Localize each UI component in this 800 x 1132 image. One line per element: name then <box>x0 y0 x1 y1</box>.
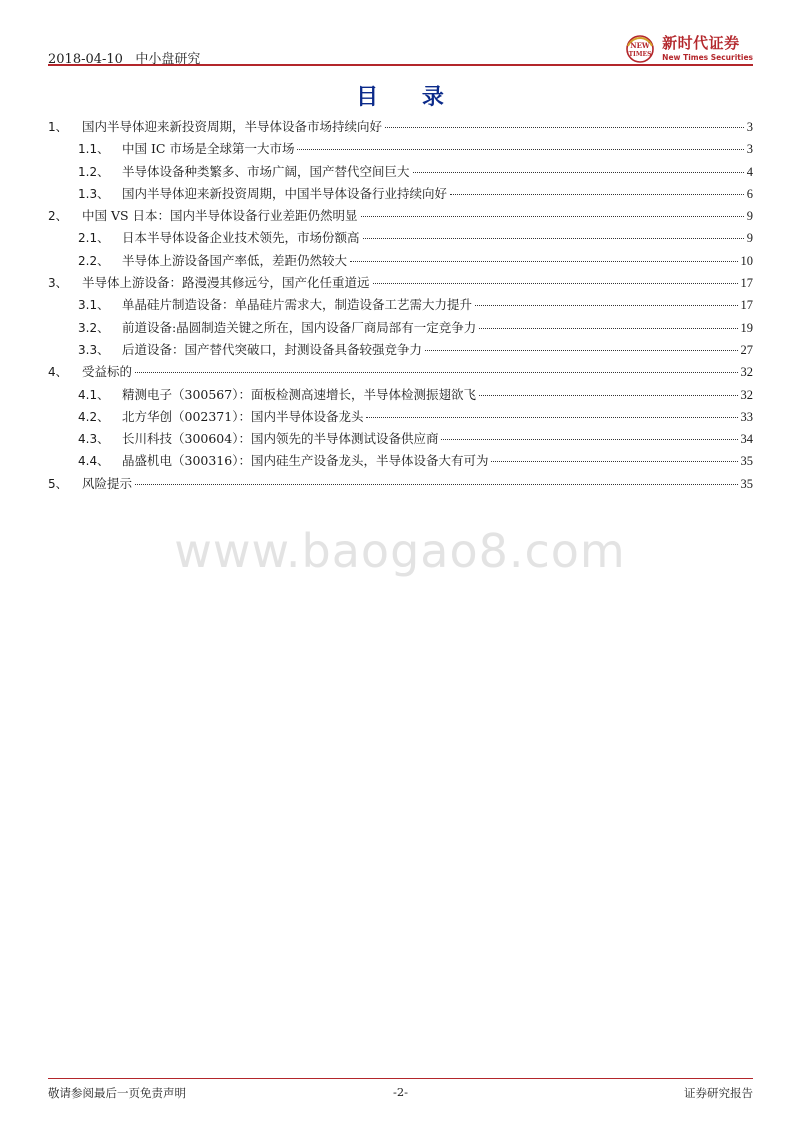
toc-dot-leader <box>479 328 737 329</box>
toc-entry-number: 1.3、 <box>78 186 110 201</box>
toc-entry-page: 27 <box>740 342 753 357</box>
toc-dot-leader <box>450 194 744 195</box>
toc-entry-number: 4.1、 <box>78 387 110 402</box>
report-type: 证券研究报告 <box>684 1086 753 1100</box>
company-logo <box>622 34 753 64</box>
toc-entry-number: 4、 <box>48 365 68 380</box>
toc-entry-title: 后道设备：国产替代突破口，封测设备具备较强竞争力 <box>122 341 423 357</box>
toc-entry-title: 前道设备:晶圆制造关键之所在，国内设备厂商局部有一定竞争力 <box>122 319 477 335</box>
toc-entry-page: 3 <box>746 142 753 157</box>
toc-entry-title: 半导体设备种类繁多、市场广阔，国产替代空间巨大 <box>122 163 410 179</box>
toc-entry-number: 1.2、 <box>78 164 110 179</box>
toc-entry-title: 半导体上游设备：路漫漫其修远兮，国产化任重道远 <box>82 275 370 291</box>
toc-entry-page: 34 <box>740 432 753 447</box>
toc-entry-number: 3.2、 <box>78 320 110 335</box>
toc-entry[interactable] <box>48 340 753 362</box>
toc-entry-title: 精测电子（300567）：面板检测高速增长，半导体检测振翅欲飞 <box>122 386 476 402</box>
logo-english-name: New Times Securities <box>662 53 753 63</box>
footer-divider <box>48 1078 753 1079</box>
toc-entry-number: 3、 <box>48 276 68 291</box>
page-number: -2- <box>392 1085 409 1099</box>
toc-entry-page: 10 <box>740 253 753 268</box>
toc-dot-leader <box>366 417 737 418</box>
toc-entry[interactable] <box>48 318 753 340</box>
toc-entry[interactable] <box>48 474 753 496</box>
toc-entry[interactable] <box>48 407 753 429</box>
toc-entry-page: 35 <box>740 476 753 491</box>
toc-entry-title: 中国 IC 市场是全球第一大市场 <box>122 141 295 157</box>
toc-dot-leader <box>475 305 737 306</box>
toc-entry[interactable] <box>48 451 753 473</box>
toc-entry[interactable] <box>48 139 753 161</box>
toc-entry-number: 5、 <box>48 476 68 491</box>
toc-entry-page: 33 <box>740 409 753 424</box>
toc-dot-leader <box>297 149 743 150</box>
toc-entry-page: 35 <box>740 454 753 469</box>
page-header <box>48 34 753 67</box>
toc-entry-page: 9 <box>746 209 753 224</box>
toc-entry[interactable] <box>48 385 753 407</box>
toc-dot-leader <box>135 372 737 373</box>
toc-entry-title: 单晶硅片制造设备：单晶硅片需求大，制造设备工艺需大力提升 <box>122 297 473 313</box>
toc-dot-leader <box>425 350 737 351</box>
toc-entry[interactable] <box>48 206 753 228</box>
toc-dot-leader <box>491 461 737 462</box>
toc-entry-page: 32 <box>740 387 753 402</box>
header-divider <box>48 64 753 66</box>
toc-entry-page: 6 <box>746 186 753 201</box>
toc-entry-title: 晶盛机电（300316）：国内硅生产设备龙头，半导体设备大有可为 <box>122 453 489 469</box>
toc-dot-leader <box>361 216 744 217</box>
toc-entry-page: 17 <box>740 276 753 291</box>
toc-entry-number: 2、 <box>48 209 68 224</box>
toc-entry-title: 国内半导体迎来新投资周期，中国半导体设备行业持续向好 <box>122 185 448 201</box>
toc-dot-leader <box>479 395 738 396</box>
toc-entry[interactable] <box>48 117 753 139</box>
toc-entry[interactable] <box>48 162 753 184</box>
toc-dot-leader <box>135 484 737 485</box>
svg-text:NEW: NEW <box>630 41 650 50</box>
toc-entry-number: 2.2、 <box>78 253 110 268</box>
toc-entry[interactable] <box>48 273 753 295</box>
toc-entry-page: 3 <box>746 120 753 134</box>
logo-chinese-name: 新时代证券 <box>662 34 740 53</box>
logo-emblem-icon <box>622 34 658 64</box>
toc-dot-leader <box>350 261 737 262</box>
toc-entry-page: 9 <box>746 231 753 246</box>
toc-entry-page: 4 <box>746 164 753 179</box>
toc-entry-title: 国内半导体迎来新投资周期，半导体设备市场持续向好 <box>82 119 383 134</box>
report-section: 中小盘研究 <box>135 52 201 67</box>
toc-entry-page: 32 <box>740 365 753 380</box>
toc-entry-title: 受益标的 <box>82 364 133 380</box>
svg-text:TIMES: TIMES <box>628 51 652 58</box>
toc-entry-page: 19 <box>740 320 753 335</box>
toc-entry[interactable] <box>48 251 753 273</box>
toc-entry-title: 长川科技（300604）：国内领先的半导体测试设备供应商 <box>122 431 439 447</box>
toc-entry-number: 3.1、 <box>78 298 110 313</box>
watermark: www.baogao8.com <box>174 524 626 578</box>
toc-entry[interactable] <box>48 295 753 317</box>
toc-entry-number: 2.1、 <box>78 231 110 246</box>
toc-entry-number: 4.4、 <box>78 454 110 469</box>
toc-entry-title: 半导体上游设备国产率低，差距仍然较大 <box>122 252 348 268</box>
toc-entry-number: 4.3、 <box>78 432 110 447</box>
table-of-contents <box>48 117 753 496</box>
toc-entry-number: 1.1、 <box>78 142 110 157</box>
toc-title: 目 录 <box>356 84 462 110</box>
toc-dot-leader <box>385 127 744 128</box>
toc-entry-title: 日本半导体设备企业技术领先，市场份额高 <box>122 230 360 246</box>
disclaimer-note: 敬请参阅最后一页免责声明 <box>48 1086 186 1100</box>
toc-entry-title: 风险提示 <box>82 475 133 491</box>
toc-entry[interactable] <box>48 429 753 451</box>
toc-entry[interactable] <box>48 362 753 384</box>
toc-entry-title: 中国 VS 日本：国内半导体设备行业差距仍然明显 <box>82 208 358 224</box>
toc-entry-number: 4.2、 <box>78 409 110 424</box>
toc-entry-page: 17 <box>740 298 753 313</box>
toc-dot-leader <box>441 439 737 440</box>
toc-entry-number: 1、 <box>48 120 68 134</box>
toc-dot-leader <box>363 238 744 239</box>
toc-entry[interactable] <box>48 228 753 250</box>
report-date: 2018-04-10 <box>48 52 123 67</box>
toc-dot-leader <box>373 283 738 284</box>
toc-entry-number: 3.3、 <box>78 342 110 357</box>
toc-dot-leader <box>413 172 744 173</box>
toc-entry-title: 北方华创（002371）：国内半导体设备龙头 <box>122 408 364 424</box>
toc-entry[interactable] <box>48 184 753 206</box>
